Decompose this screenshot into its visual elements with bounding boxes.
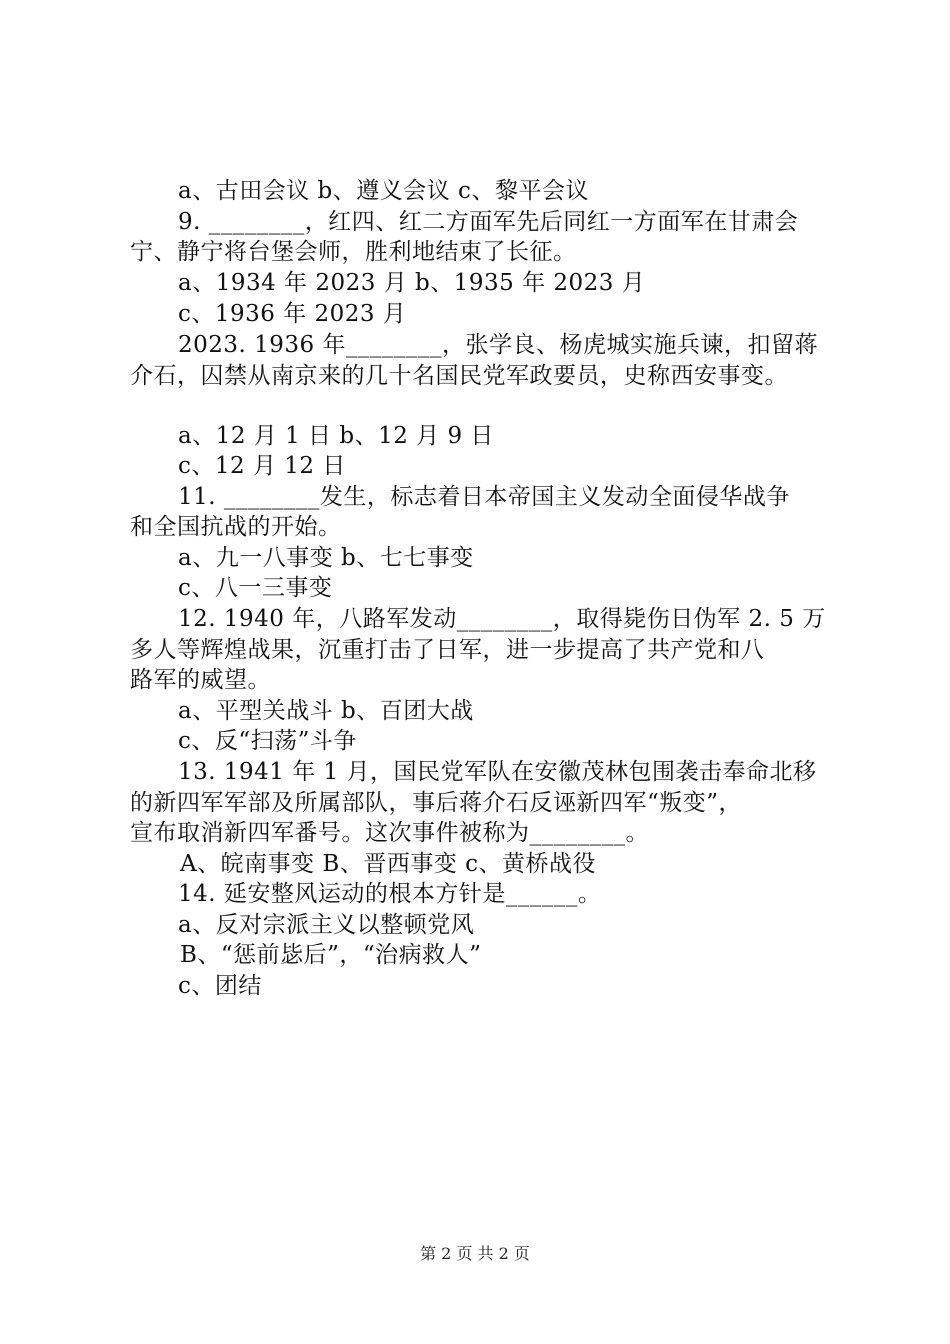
option-line: c、12 月 12 日: [178, 453, 346, 479]
question-line: 宁、静宁将台堡会师，胜利地结束了长征。: [130, 239, 577, 265]
question-line: 13. 1941 年 1 月，国民党军队在安徽茂林包围袭击奉命北移: [178, 759, 817, 785]
question-line: 9. ________，红四、红二方面军先后同红一方面军在甘肃会: [178, 209, 799, 235]
option-line: a、古田会议 b、遵义会议 c、黎平会议: [178, 178, 589, 204]
option-line: a、1934 年 2023 月 b、1935 年 2023 月: [178, 270, 646, 296]
question-line: 12. 1940 年，八路军发动________，取得毙伤日伪军 2. 5 万: [178, 606, 826, 632]
option-line: A、皖南事变 B、晋西事变 c、黄桥战役: [180, 851, 597, 877]
question-line: 介石，囚禁从南京来的几十名国民党军政要员，史称西安事变。: [130, 363, 788, 389]
option-line: c、反“扫荡”斗争: [178, 728, 357, 754]
question-line: 11. ________发生，标志着日本帝国主义发动全面侵华战争: [178, 484, 790, 510]
option-line: c、1936 年 2023 月: [178, 301, 407, 327]
question-line: 2023. 1936 年________，张学良、杨虎城实施兵谏，扣留蒋: [178, 332, 818, 358]
option-line: B、“惩前毖后”，“治病救人”: [180, 942, 482, 968]
question-line: 14. 延安整风运动的根本方针是______。: [178, 881, 602, 907]
question-line: 多人等辉煌战果，沉重打击了日军，进一步提高了共产党和八: [130, 637, 765, 663]
option-line: c、八一三事变: [178, 575, 333, 601]
option-line: a、反对宗派主义以整顿党风: [178, 912, 475, 938]
question-line: 和全国抗战的开始。: [130, 514, 342, 540]
question-line: 的新四军军部及所属部队，事后蒋介石反诬新四军“叛变”，: [130, 790, 743, 816]
option-line: a、九一八事变 b、七七事变: [178, 545, 474, 571]
option-line: c、团结: [178, 973, 262, 999]
option-line: a、平型关战斗 b、百团大战: [178, 698, 474, 724]
page-footer: 第 2 页 共 2 页: [420, 1244, 530, 1263]
option-line: a、12 月 1 日 b、12 月 9 日: [178, 423, 494, 449]
question-line: 路军的威望。: [130, 667, 271, 693]
question-line: 宣布取消新四军番号。这次事件被称为________。: [130, 820, 649, 846]
